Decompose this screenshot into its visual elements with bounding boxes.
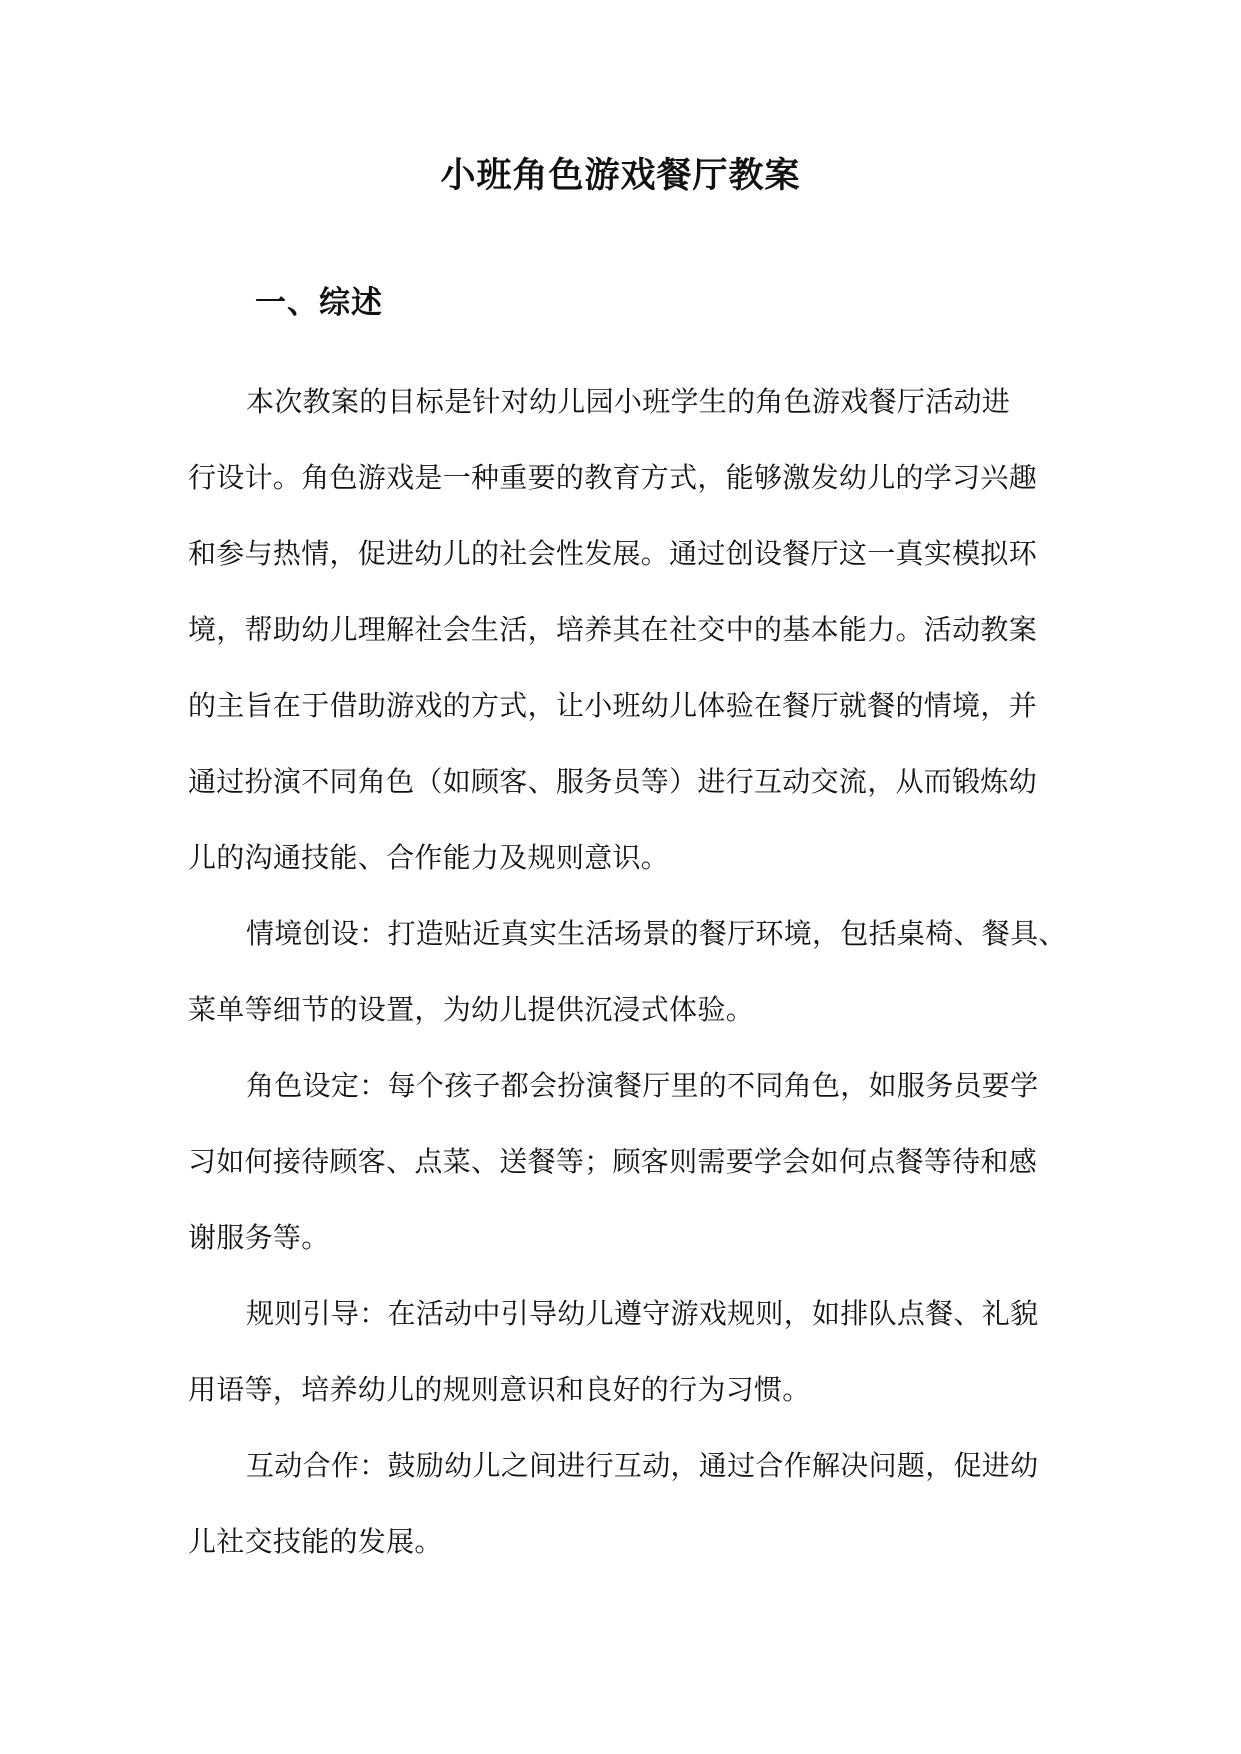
text-line: 儿社交技能的发展。: [188, 1525, 443, 1558]
text-line: 角色设定：每个孩子都会扮演餐厅里的不同角色，如服务员要学: [246, 1069, 1039, 1102]
text-line: 用语等，培养幼儿的规则意识和良好的行为习惯。: [188, 1373, 811, 1406]
paragraph-cooperation: [188, 1428, 1058, 1580]
section-heading: 一、综述: [255, 285, 383, 321]
text-line: 儿的沟通技能、合作能力及规则意识。: [188, 841, 670, 874]
text-line: 和参与热情，促进幼儿的社会性发展。通过创设餐厅这一真实模拟环: [188, 537, 1038, 570]
text-line: 规则引导：在活动中引导幼儿遵守游戏规则，如排队点餐、礼貌: [246, 1297, 1039, 1330]
text-line: 的主旨在于借助游戏的方式，让小班幼儿体验在餐厅就餐的情境，并: [188, 689, 1038, 722]
text-line: 通过扮演不同角色（如顾客、服务员等）进行互动交流，从而锻炼幼: [188, 765, 1038, 798]
document-body: [188, 364, 1067, 1580]
text-line: 互动合作：鼓励幼儿之间进行互动，通过合作解决问题，促进幼: [246, 1449, 1039, 1482]
paragraph-overview: [188, 364, 1058, 896]
text-line: 本次教案的目标是针对幼儿园小班学生的角色游戏餐厅活动进: [246, 385, 1011, 418]
text-line: 行设计。角色游戏是一种重要的教育方式，能够激发幼儿的学习兴趣: [188, 461, 1038, 494]
text-line: 菜单等细节的设置，为幼儿提供沉浸式体验。: [188, 993, 755, 1026]
paragraph-scenario: [188, 896, 1067, 1048]
text-line: 情境创设：打造贴近真实生活场景的餐厅环境，包括桌椅、餐具、: [246, 917, 1067, 950]
paragraph-rules: [188, 1276, 1058, 1428]
text-line: 习如何接待顾客、点菜、送餐等；顾客则需要学会如何点餐等待和感: [188, 1145, 1038, 1178]
text-line: 境，帮助幼儿理解社会生活，培养其在社交中的基本能力。活动教案: [188, 613, 1038, 646]
document-title: 小班角色游戏餐厅教案: [440, 155, 801, 196]
text-line: 谢服务等。: [188, 1221, 330, 1254]
paragraph-roles: [188, 1048, 1058, 1276]
